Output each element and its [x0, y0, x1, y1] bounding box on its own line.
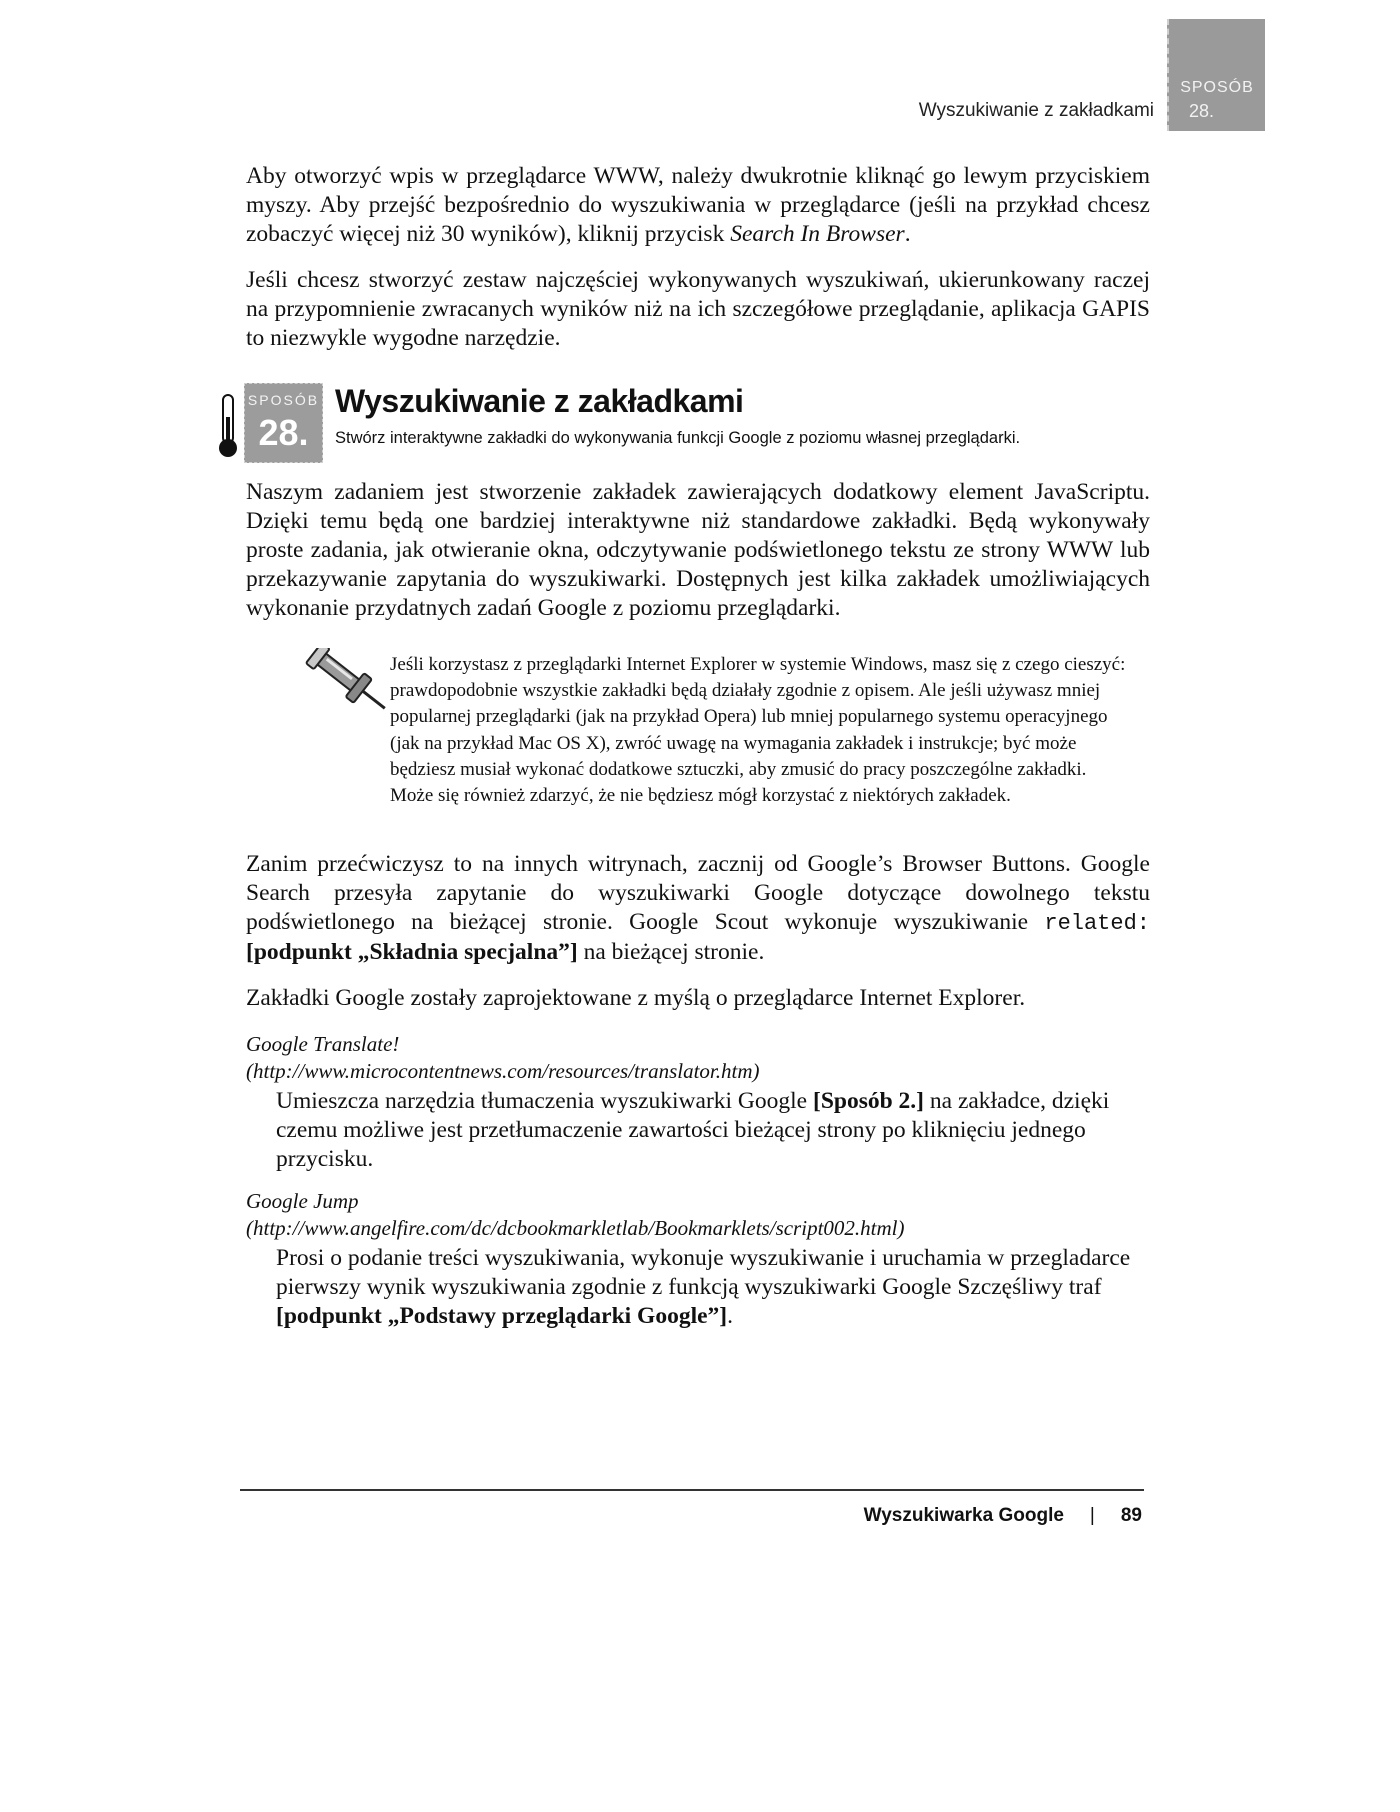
hack-title: Wyszukiwanie z zakładkami [335, 383, 744, 419]
paragraph-4 [246, 850, 1150, 967]
paragraph-5: Zakładki Google zostały zaprojektowane z myślą o przeglądarce Internet Explorer. [246, 985, 1026, 1011]
entry-2-reference: [podpunkt „Podstawy przeglądarki Google”] [276, 1303, 728, 1329]
hack-badge [244, 383, 323, 463]
entry-google-jump-desc [276, 1244, 1136, 1331]
chapter-thumb-tab [1167, 19, 1265, 131]
hack-heading [217, 383, 1167, 463]
entry-google-translate-name: Google Translate! [246, 1032, 400, 1056]
paragraph-4-reference: [podpunkt „Składnia specjalna”] [246, 939, 578, 965]
paragraph-4-end: na bieżącej stronie. [577, 939, 765, 965]
search-in-browser-term: Search In Browser [730, 221, 905, 247]
thumb-tab-label: SPOSÓB [1180, 79, 1254, 96]
entry-google-translate-url[interactable]: (http://www.microcontentnews.com/resources/translator.htm) [246, 1059, 760, 1083]
hack-badge-number: 28. [258, 412, 309, 453]
paragraph-1-end: . [904, 221, 911, 247]
footer-rule [240, 1489, 1144, 1491]
entry-google-jump-url[interactable]: (http://www.angelfire.com/dc/dcbookmarkletlab/Bookmarklets/script002.html) [246, 1216, 905, 1240]
thumb-tab-number: 28. [1189, 101, 1215, 121]
entry-1-desc-end: na zakładce, dzięki czemu możliwe jest przetłumaczenie zawartości bieżącej strony po kliknięciu jednego przycisku. [276, 1088, 1110, 1172]
entry-1-reference: [Sposób 2.] [813, 1088, 925, 1114]
note-text: Jeśli korzystasz z przeglądarki Internet Explorer w systemie Windows, masz się z czego cieszyć: prawdopodobnie wszystkie zakładki będą działały zgodnie z opisem. Ale jeśli używasz mniej popularnej przeglądarki (jak na przykład Opera) lub mniej popularnego systemu operacyjnego (jak na przykład Mac OS X), zwróć uwagę na wymagania zakładek i instrukcje; być może będziesz musiał wykonać dodatkowe sztuczki, aby zmusić do pracy poszczególne zakładki. Może się również zdarzyć, że nie będziesz mógł korzystać z niektórych zakładek. [390, 654, 1126, 807]
page-number: 89 [1120, 1505, 1142, 1526]
paragraph-1-text: Aby otworzyć wpis w przeglądarce WWW, należy dwukrotnie kliknąć go lewym przyciskiem myszy. Aby przejść bezpośrednio do wyszukiwania w przeglądarce (jeśli na przykład chcesz zobaczyć więcej niż 30 wyników), kliknij przycisk [246, 163, 1150, 247]
paragraph-3: Naszym zadaniem jest stworzenie zakładek zawierających dodatkowy element JavaScriptu. Dzięki temu będą one bardziej interaktywne niż standardowe zakładki. Będą wykonywały proste zadania, jak otwieranie okna, odczytywanie podświetlonego tekstu ze strony WWW lub przekazywanie zapytania do wyszukiwarki. Dostępnych jest kilka zakładek umożliwiających wykonanie przydatnych zadań Google z poziomu przeglądarki. [246, 479, 1150, 621]
entry-google-translate-desc [276, 1087, 1136, 1174]
hack-subtitle: Stwórz interaktywne zakładki do wykonywania funkcji Google z poziomu własnej przeglądarki. [335, 429, 1021, 447]
hack-badge-label: SPOSÓB [247, 392, 320, 408]
entry-1-desc-text: Umieszcza narzędzia tłumaczenia wyszukiwarki Google [276, 1088, 813, 1114]
paragraph-2: Jeśli chcesz stworzyć zestaw najczęściej wykonywanych wyszukiwań, ukierunkowany raczej na przypomnienie zwracanych wyników niż na ich szczegółowe przeglądanie, aplikacja GAPIS to niezwykle wygodne narzędzie. [246, 267, 1150, 351]
pushpin-icon [288, 648, 388, 726]
entry-2-desc-end: . [727, 1303, 733, 1329]
running-head: Wyszukiwanie z zakładkami [918, 100, 1154, 121]
related-operator: related: [1044, 911, 1150, 936]
footer-book-title: Wyszukiwarka Google [863, 1505, 1064, 1526]
entry-google-jump-name: Google Jump [246, 1189, 359, 1213]
thermometer-icon [217, 393, 239, 459]
entry-2-desc-text: Prosi o podanie treści wyszukiwania, wykonuje wyszukiwanie i uruchamia w przegladarce pierwszy wynik wyszukiwania zgodnie z funkcją wyszukiwarki Google Szczęśliwy traf [276, 1245, 1131, 1300]
paragraph-1 [246, 162, 1150, 249]
paragraph-4-text: Zanim przećwiczysz to na innych witrynach, zacznij od Google’s Browser Buttons. Google Search przesyła zapytanie do wyszukiwarki Google dotyczące dowolnego tekstu podświetlonego na bieżącej stronie. Google Scout wykonuje wyszukiwanie [246, 851, 1150, 935]
page-footer [864, 1505, 1142, 1527]
footer-separator: | [1089, 1505, 1095, 1526]
